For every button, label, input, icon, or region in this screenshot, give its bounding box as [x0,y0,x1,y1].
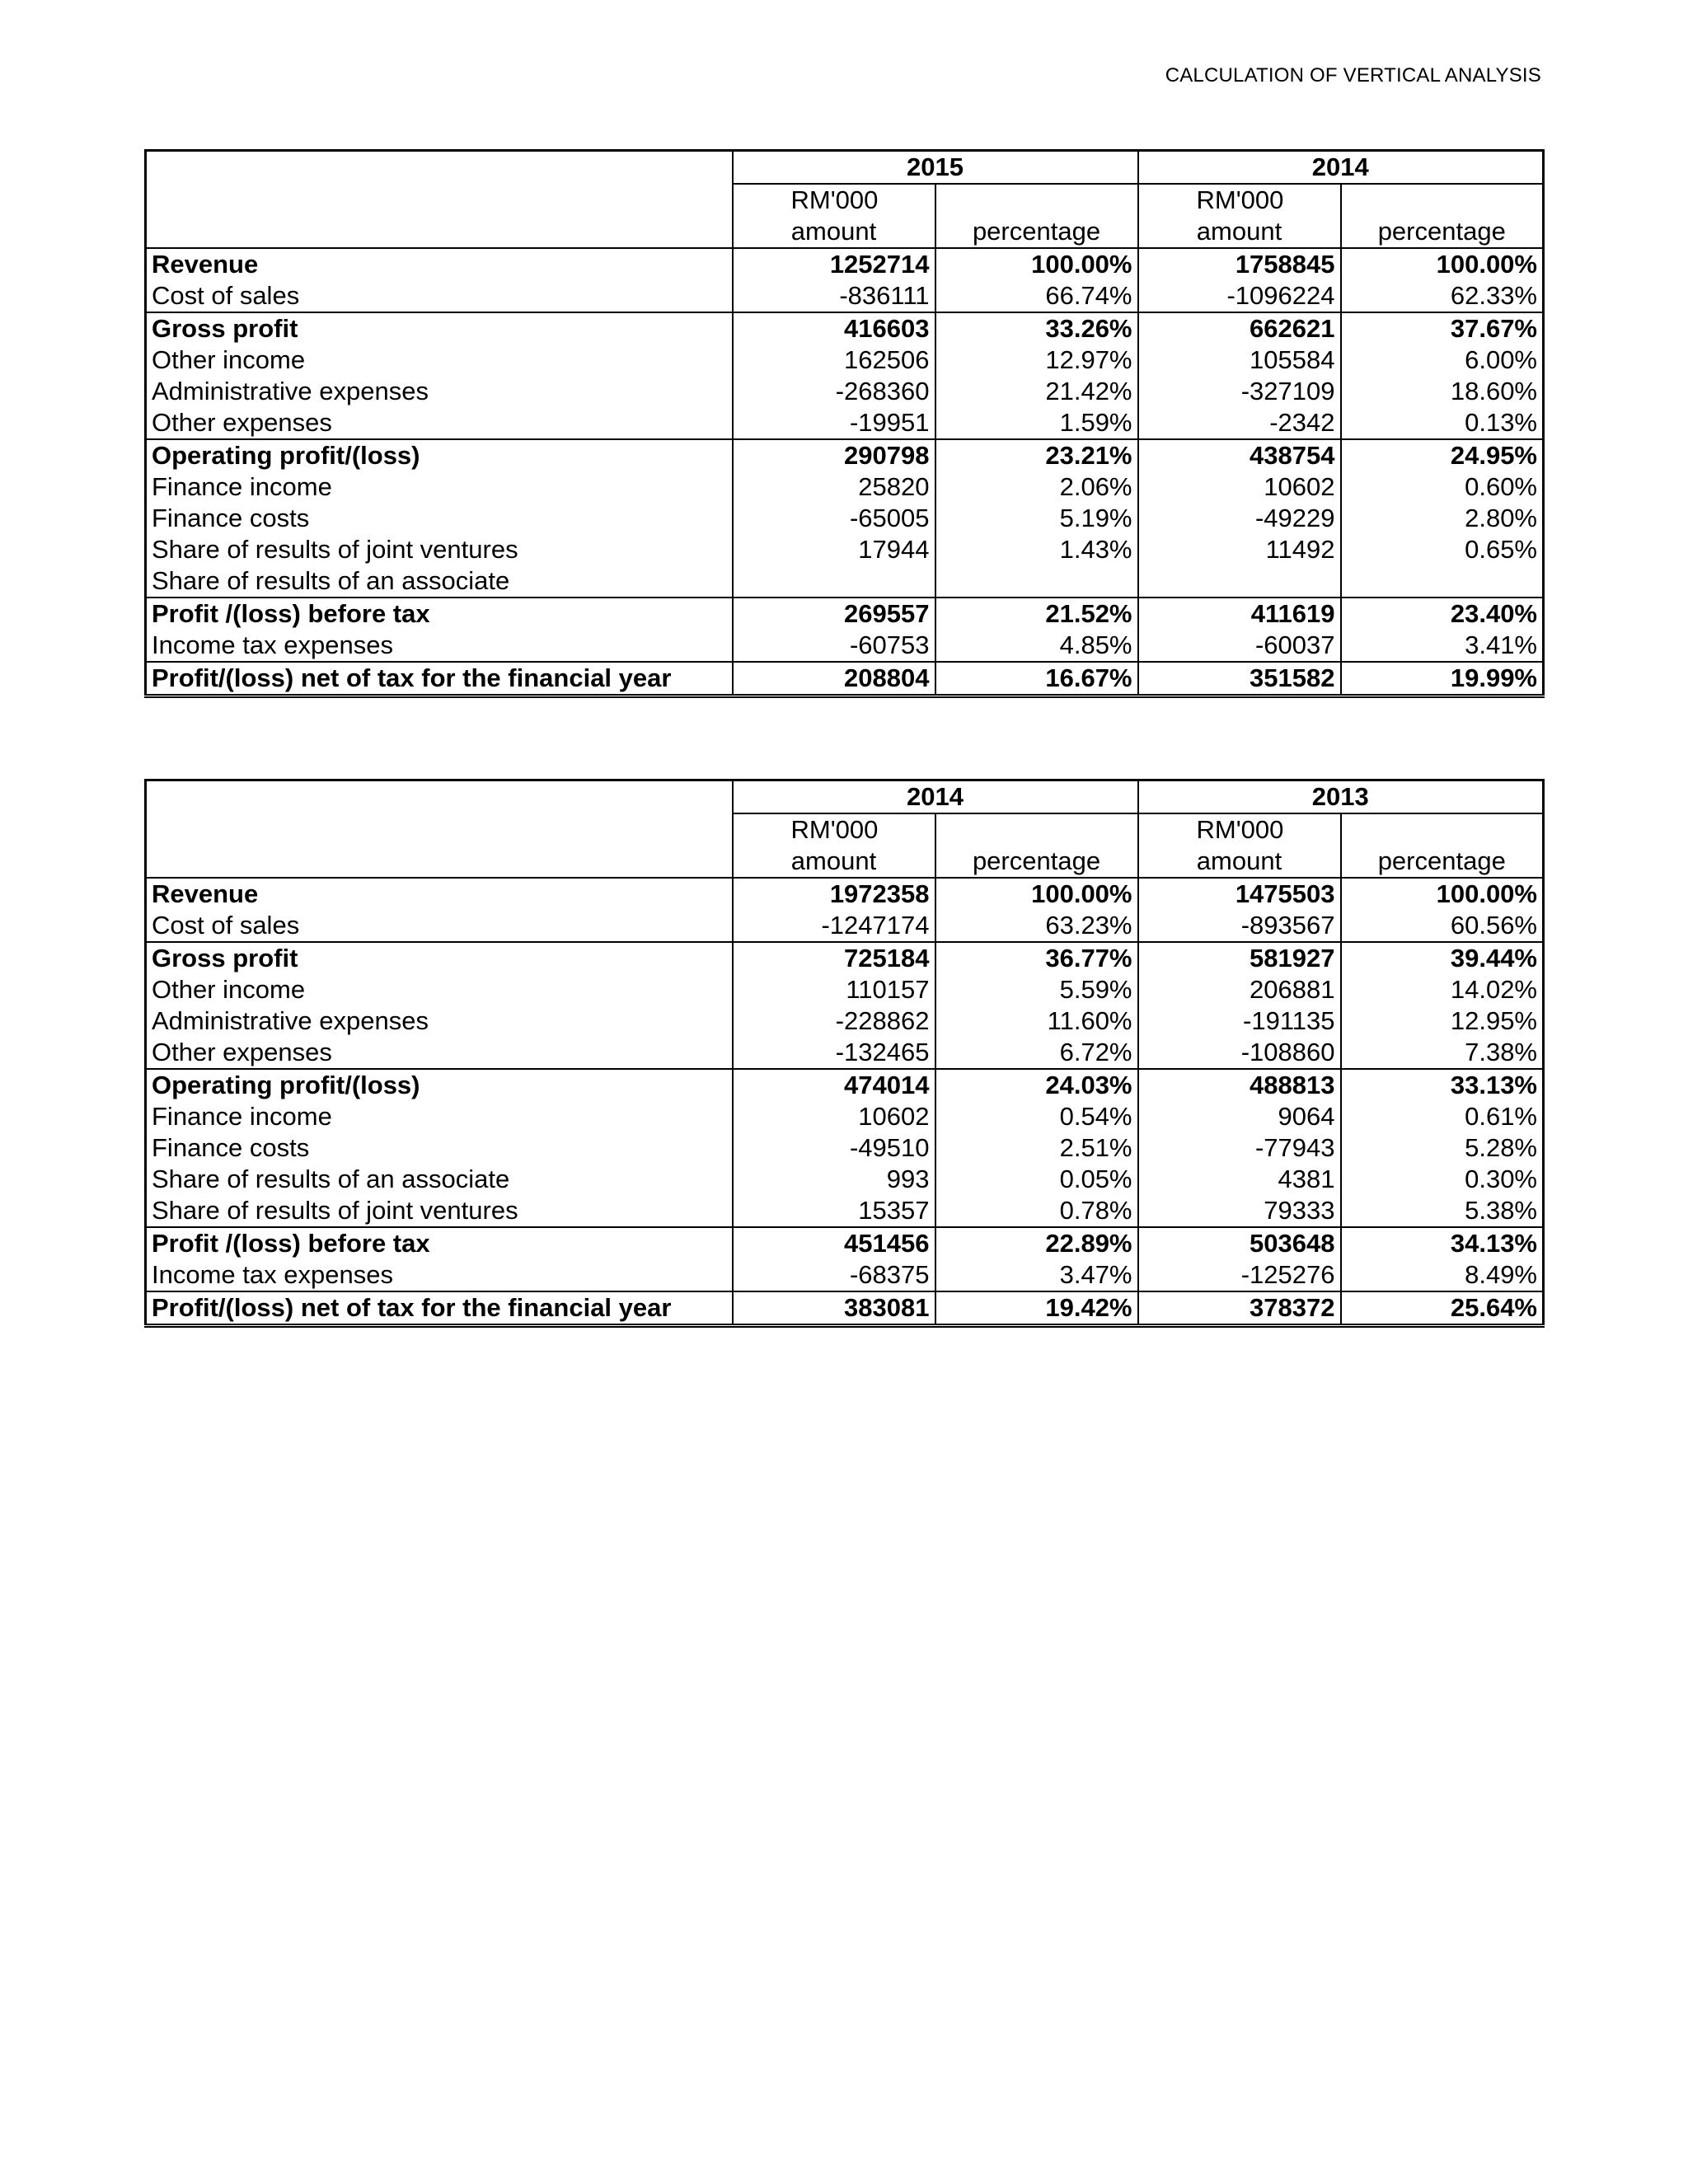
percentage-column-header: percentage [1341,846,1544,878]
row-label: Profit/(loss) net of tax for the financial year [146,1291,733,1326]
percentage-cell: 23.40% [1341,598,1544,630]
percentage-cell: 19.99% [1341,662,1544,696]
row-label: Revenue [146,878,733,910]
unit-label: RM'000 [1138,813,1341,846]
amount-cell: 581927 [1138,942,1341,974]
percentage-cell: 1.43% [935,534,1138,565]
table-row [146,1101,1544,1132]
year-header: 2013 [1138,780,1544,814]
header-blank-cell [146,151,733,249]
amount-cell: 10602 [733,1101,935,1132]
percentage-cell: 3.47% [935,1259,1138,1291]
amount-cell: -2342 [1138,407,1341,439]
amount-cell: -1096224 [1138,280,1341,312]
unit-label: RM'000 [1138,184,1341,216]
amount-cell: 474014 [733,1069,935,1101]
percentage-column-header: percentage [935,216,1138,248]
amount-cell: 15357 [733,1195,935,1227]
percentage-cell: 33.13% [1341,1069,1544,1101]
percentage-cell: 8.49% [1341,1259,1544,1291]
row-label: Share of results of joint ventures [152,535,518,564]
percentage-cell: 6.72% [935,1037,1138,1069]
amount-cell: 725184 [733,942,935,974]
vertical-analysis-table-2015-2014 [144,149,1545,698]
table-row [146,974,1544,1005]
amount-cell: -268360 [733,376,935,407]
amount-cell: 10602 [1138,471,1341,503]
amount-column-header: amount [733,216,935,248]
percentage-cell: 0.61% [1341,1101,1544,1132]
percentage-cell: 100.00% [935,248,1138,280]
percentage-cell: 0.13% [1341,407,1544,439]
percentage-cell: 25.64% [1341,1291,1544,1326]
amount-cell: 162506 [733,344,935,376]
row-label: Finance income [152,1102,332,1131]
table-row [146,376,1544,407]
unit-label: RM'000 [733,184,935,216]
row-label: Other expenses [152,1038,332,1066]
amount-cell: 503648 [1138,1227,1341,1259]
amount-cell: 269557 [733,598,935,630]
table-row [146,630,1544,662]
percentage-cell: 3.41% [1341,630,1544,662]
table-row [146,1132,1544,1164]
amount-cell: 451456 [733,1227,935,1259]
amount-cell: 290798 [733,439,935,471]
table-row [146,1291,1544,1326]
percentage-cell: 11.60% [935,1005,1138,1037]
amount-cell: -77943 [1138,1132,1341,1164]
amount-cell: 206881 [1138,974,1341,1005]
row-label: Cost of sales [152,281,300,310]
table-body [146,248,1544,696]
amount-cell: 351582 [1138,662,1341,696]
percentage-cell: 5.28% [1341,1132,1544,1164]
percentage-cell: 100.00% [935,878,1138,910]
table-row [146,1227,1544,1259]
page-title: CALCULATION OF VERTICAL ANALYSIS [1165,64,1541,87]
amount-cell: -49510 [733,1132,935,1164]
amount-cell: -19951 [733,407,935,439]
table-row [146,942,1544,974]
amount-cell: 411619 [1138,598,1341,630]
percentage-cell: 5.19% [935,503,1138,534]
amount-cell: 25820 [733,471,935,503]
row-label: Revenue [146,248,733,280]
table-row [146,910,1544,942]
percentage-cell: 100.00% [1341,878,1544,910]
amount-cell: -125276 [1138,1259,1341,1291]
table-row [146,598,1544,630]
amount-cell: 438754 [1138,439,1341,471]
row-label: Operating profit/(loss) [146,1069,733,1101]
amount-cell: 416603 [733,312,935,344]
table-row [146,1069,1544,1101]
amount-cell: 208804 [733,662,935,696]
percentage-cell: 60.56% [1341,910,1544,942]
row-label: Operating profit/(loss) [146,439,733,471]
percentage-column-header: percentage [1341,216,1544,248]
amount-cell: -68375 [733,1259,935,1291]
table-row [146,534,1544,565]
percentage-cell [1341,565,1544,598]
amount-cell: 662621 [1138,312,1341,344]
year-header: 2014 [733,780,1138,814]
percentage-cell: 2.51% [935,1132,1138,1164]
table-row [146,1195,1544,1227]
table-body [146,878,1544,1326]
row-label: Income tax expenses [152,630,393,659]
amount-cell: 378372 [1138,1291,1341,1326]
amount-cell [733,565,935,598]
percentage-cell: 12.97% [935,344,1138,376]
row-label: Profit/(loss) net of tax for the financial year [146,662,733,696]
amount-cell: 105584 [1138,344,1341,376]
amount-cell: 993 [733,1164,935,1195]
amount-cell: 1972358 [733,878,935,910]
row-label: Finance income [152,472,332,501]
percentage-cell: 33.26% [935,312,1138,344]
percentage-cell: 7.38% [1341,1037,1544,1069]
table-row [146,878,1544,910]
amount-cell: -108860 [1138,1037,1341,1069]
table-row [146,407,1544,439]
row-label: Other expenses [152,408,332,437]
percentage-cell: 34.13% [1341,1227,1544,1259]
percentage-cell: 66.74% [935,280,1138,312]
row-label: Other income [152,975,306,1004]
percentage-cell: 12.95% [1341,1005,1544,1037]
amount-cell: 488813 [1138,1069,1341,1101]
amount-column-header: amount [1138,216,1341,248]
amount-cell: 79333 [1138,1195,1341,1227]
table-row [146,1259,1544,1291]
percentage-cell: 5.59% [935,974,1138,1005]
year-header: 2014 [1138,151,1544,185]
amount-cell: -49229 [1138,503,1341,534]
table-row [146,344,1544,376]
percentage-cell: 24.03% [935,1069,1138,1101]
amount-cell: -893567 [1138,910,1341,942]
amount-cell: 383081 [733,1291,935,1326]
vertical-analysis-table-2014-2013 [144,779,1545,1328]
percentage-cell: 37.67% [1341,312,1544,344]
table-row [146,248,1544,280]
amount-column-header: amount [733,846,935,878]
row-label: Share of results of an associate [152,1165,510,1193]
row-label: Gross profit [146,312,733,344]
percentage-cell: 18.60% [1341,376,1544,407]
amount-cell: 1758845 [1138,248,1341,280]
row-label: Finance costs [152,1133,310,1162]
row-label: Other income [152,345,306,374]
amount-cell: 1475503 [1138,878,1341,910]
percentage-cell: 24.95% [1341,439,1544,471]
percentage-cell: 23.21% [935,439,1138,471]
amount-cell [1138,565,1341,598]
table-row [146,662,1544,696]
percentage-cell: 62.33% [1341,280,1544,312]
table-row [146,312,1544,344]
row-label: Administrative expenses [152,377,429,405]
row-label: Cost of sales [152,911,300,940]
table-row [146,565,1544,598]
table-row [146,1164,1544,1195]
percentage-cell: 0.05% [935,1164,1138,1195]
percentage-cell: 5.38% [1341,1195,1544,1227]
percentage-cell: 100.00% [1341,248,1544,280]
amount-cell: -836111 [733,280,935,312]
amount-cell: -1247174 [733,910,935,942]
amount-cell: 11492 [1138,534,1341,565]
row-label: Profit /(loss) before tax [146,1227,733,1259]
row-label: Income tax expenses [152,1260,393,1289]
row-label: Gross profit [146,942,733,974]
percentage-cell: 6.00% [1341,344,1544,376]
amount-cell: -327109 [1138,376,1341,407]
row-label: Profit /(loss) before tax [146,598,733,630]
percentage-cell: 0.65% [1341,534,1544,565]
percentage-cell: 0.30% [1341,1164,1544,1195]
table-row [146,503,1544,534]
amount-cell: 1252714 [733,248,935,280]
header-blank-cell [146,780,733,879]
amount-cell: -132465 [733,1037,935,1069]
percentage-cell: 36.77% [935,942,1138,974]
table-row [146,471,1544,503]
percentage-cell: 4.85% [935,630,1138,662]
percentage-column-header: percentage [935,846,1138,878]
percentage-cell: 39.44% [1341,942,1544,974]
percentage-cell: 63.23% [935,910,1138,942]
percentage-cell [935,565,1138,598]
percentage-cell: 1.59% [935,407,1138,439]
row-label: Share of results of joint ventures [152,1196,518,1225]
amount-cell: 9064 [1138,1101,1341,1132]
table-row [146,439,1544,471]
table-row [146,1005,1544,1037]
amount-cell: 110157 [733,974,935,1005]
amount-cell: -191135 [1138,1005,1341,1037]
percentage-cell: 22.89% [935,1227,1138,1259]
unit-label: RM'000 [733,813,935,846]
percentage-cell: 16.67% [935,662,1138,696]
row-label: Administrative expenses [152,1006,429,1035]
amount-column-header: amount [1138,846,1341,878]
percentage-cell: 21.52% [935,598,1138,630]
row-label: Finance costs [152,504,310,532]
percentage-cell: 0.54% [935,1101,1138,1132]
amount-cell: -65005 [733,503,935,534]
percentage-cell: 2.80% [1341,503,1544,534]
amount-cell: 4381 [1138,1164,1341,1195]
year-header: 2015 [733,151,1138,185]
amount-cell: -60037 [1138,630,1341,662]
percentage-cell: 21.42% [935,376,1138,407]
table-row [146,280,1544,312]
table-row [146,1037,1544,1069]
percentage-cell: 14.02% [1341,974,1544,1005]
amount-cell: -228862 [733,1005,935,1037]
percentage-cell: 19.42% [935,1291,1138,1326]
amount-cell: 17944 [733,534,935,565]
percentage-cell: 0.78% [935,1195,1138,1227]
row-label: Share of results of an associate [152,566,510,595]
percentage-cell: 0.60% [1341,471,1544,503]
percentage-cell: 2.06% [935,471,1138,503]
amount-cell: -60753 [733,630,935,662]
